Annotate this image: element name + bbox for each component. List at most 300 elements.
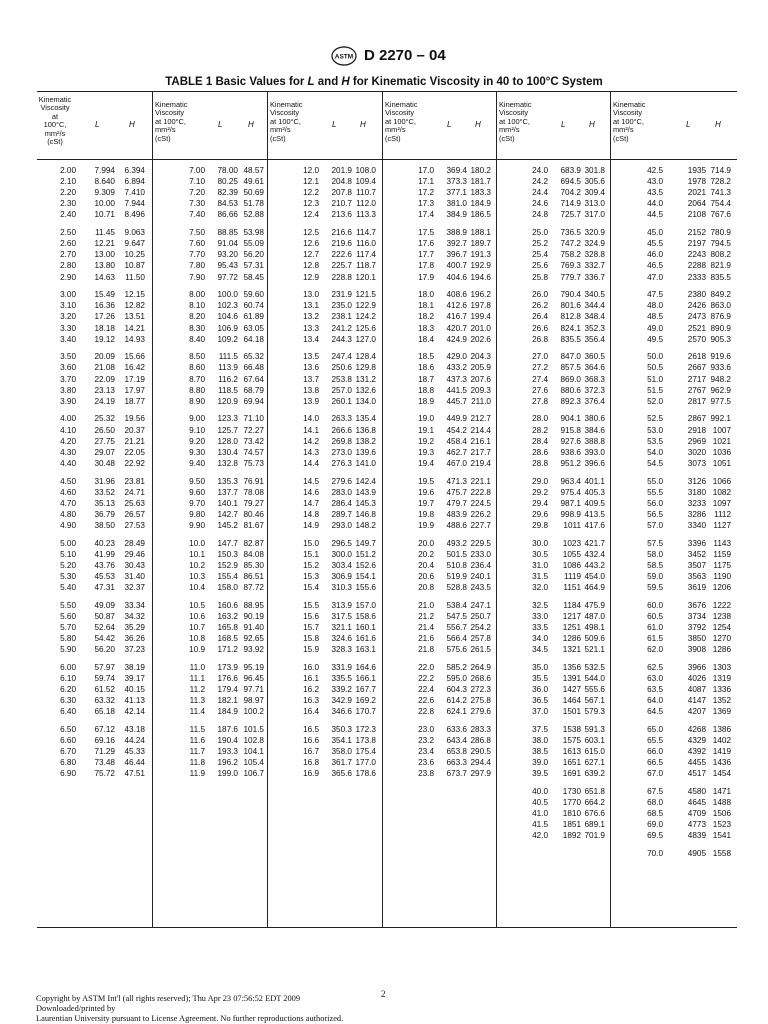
viscosity-cell: 10.9 [189, 645, 205, 655]
l-value-cell: 125.7 [217, 425, 238, 435]
h-value-cell: 417.6 [584, 520, 605, 530]
table-row [382, 735, 496, 746]
h-value-cell: 142.4 [355, 476, 376, 486]
viscosity-cell: 21.2 [418, 611, 434, 621]
h-value-cell: 197.8 [470, 301, 491, 311]
l-value-cell: 420.7 [446, 323, 467, 333]
table-row [37, 538, 152, 549]
viscosity-cell: 2.10 [60, 177, 76, 187]
l-value-cell: 2667 [687, 363, 706, 373]
l-value-cell: 404.6 [446, 272, 467, 282]
table-row [267, 396, 382, 407]
viscosity-cell: 33.0 [532, 611, 548, 621]
h-value-cell: 376.4 [584, 396, 605, 406]
l-value-cell: 65.18 [94, 707, 115, 717]
l-value-cell: 424.9 [446, 334, 467, 344]
l-value-cell: 1770 [562, 798, 581, 808]
l-value-cell: 904.1 [560, 414, 581, 424]
viscosity-cell: 23.2 [418, 736, 434, 745]
h-value-cell: 876.9 [710, 312, 731, 322]
table-row [267, 644, 382, 655]
viscosity-cell: 24.4 [532, 188, 548, 198]
table-row [382, 673, 496, 684]
table-row [496, 351, 610, 362]
table-row [382, 351, 496, 362]
viscosity-cell: 13.5 [303, 352, 319, 362]
table-row [496, 198, 610, 209]
viscosity-cell: 11.4 [189, 707, 205, 717]
table-row [496, 600, 610, 611]
h-value-cell: 169.2 [355, 696, 376, 706]
h-value-cell: 87.72 [243, 583, 264, 592]
table-row [382, 413, 496, 424]
viscosity-cell: 26.8 [532, 334, 548, 344]
l-value-cell: 4147 [687, 696, 706, 706]
viscosity-cell: 17.5 [418, 228, 434, 238]
l-value-cell: 2767 [687, 385, 706, 395]
l-value-cell: 306.9 [331, 571, 352, 581]
table-row [37, 476, 152, 487]
l-value-cell: 219.6 [331, 239, 352, 249]
viscosity-cell: 25.8 [532, 272, 548, 282]
h-value-cell: 261.5 [470, 645, 491, 655]
l-value-cell: 135.3 [217, 476, 238, 486]
l-value-cell: 313.9 [331, 600, 352, 610]
h-value-cell: 1419 [712, 747, 731, 757]
h-value-cell: 148.2 [355, 520, 376, 530]
h-value-cell: 15.66 [124, 352, 145, 362]
l-value-cell: 207.8 [331, 188, 352, 198]
l-value-cell: 3850 [687, 634, 706, 643]
l-value-cell: 714.9 [560, 199, 581, 209]
l-value-cell: 915.8 [560, 425, 581, 435]
viscosity-cell: 68.0 [647, 798, 663, 808]
l-value-cell: 3908 [687, 645, 706, 655]
h-value-cell: 1454 [712, 769, 731, 779]
viscosity-cell: 38.0 [532, 736, 548, 745]
table-row [610, 289, 737, 300]
h-value-cell: 97.71 [243, 685, 264, 694]
l-value-cell: 50.87 [94, 611, 115, 621]
l-value-cell: 381.0 [446, 199, 467, 209]
h-value-cell: 780.9 [710, 228, 731, 238]
viscosity-cell: 4.30 [60, 447, 76, 457]
table-row [382, 334, 496, 345]
viscosity-cell: 21.0 [418, 600, 434, 610]
header-line: (cSt) [499, 133, 515, 143]
viscosity-cell: 10.1 [189, 549, 205, 559]
h-value-cell: 475.9 [584, 600, 605, 610]
table-row [152, 272, 267, 283]
l-value-cell: 1286 [562, 634, 581, 643]
h-value-cell: 421.7 [584, 538, 605, 548]
table-row [382, 768, 496, 779]
table-row [37, 611, 152, 622]
h-value-cell: 64.18 [243, 334, 264, 344]
l-value-cell: 173.9 [217, 662, 238, 672]
h-value-cell: 155.6 [355, 583, 376, 592]
viscosity-cell: 28.8 [532, 458, 548, 468]
l-value-cell: 2152 [687, 228, 706, 238]
l-value-cell: 758.2 [560, 250, 581, 260]
viscosity-cell: 27.0 [532, 352, 548, 362]
viscosity-cell: 39.0 [532, 758, 548, 768]
h-value-cell: 217.7 [470, 447, 491, 457]
l-value-cell: 57.97 [94, 662, 115, 672]
h-value-cell: 209.3 [470, 385, 491, 395]
l-value-cell: 73.48 [94, 758, 115, 768]
l-value-cell: 14.63 [94, 272, 115, 282]
h-value-cell: 199.4 [470, 312, 491, 322]
viscosity-cell: 5.20 [60, 560, 76, 570]
viscosity-cell: 6.00 [60, 662, 76, 672]
h-value-cell: 160.1 [355, 622, 376, 632]
l-value-cell: 479.7 [446, 498, 467, 508]
viscosity-cell: 14.6 [303, 487, 319, 497]
h-value-cell: 61.89 [243, 312, 264, 322]
l-value-cell: 547.5 [446, 611, 467, 621]
h-value-cell: 212.7 [470, 414, 491, 424]
h-value-cell: 224.5 [470, 498, 491, 508]
h-value-cell: 141.0 [355, 458, 376, 468]
h-value-cell: 202.6 [470, 334, 491, 344]
header-line: at [51, 111, 59, 121]
table-row [152, 334, 267, 345]
h-value-cell: 191.3 [470, 250, 491, 260]
viscosity-cell: 6.70 [60, 747, 76, 757]
h-value-cell: 19.56 [124, 414, 145, 424]
h-value-cell: 178.6 [355, 769, 376, 779]
h-value-cell: 114.7 [356, 228, 376, 238]
l-value-cell: 4087 [687, 685, 706, 694]
h-value-cell: 152.6 [355, 560, 376, 570]
l-value-cell: 4026 [687, 673, 706, 683]
table-title-and: and [314, 76, 342, 88]
table-row [37, 300, 152, 311]
viscosity-cell: 3.10 [60, 301, 76, 311]
l-value-cell: 196.2 [217, 758, 238, 768]
table-row [496, 786, 610, 797]
viscosity-cell: 50.5 [647, 363, 663, 373]
h-value-cell: 309.4 [584, 188, 605, 198]
table-row [267, 476, 382, 487]
viscosity-cell: 10.4 [189, 583, 205, 592]
l-value-cell: 2426 [687, 301, 706, 311]
h-value-cell: 154.1 [355, 571, 376, 581]
table-row [37, 582, 152, 593]
table-row [152, 289, 267, 300]
l-value-cell: 2618 [687, 352, 706, 362]
table-row [37, 227, 152, 238]
l-value-cell: 210.7 [331, 199, 352, 209]
l-value-cell: 235.0 [331, 301, 352, 311]
l-value-cell: 3792 [687, 622, 706, 632]
l-value-cell: 519.9 [446, 571, 467, 581]
h-value-cell: 71.10 [243, 414, 264, 424]
h-value-cell: 396.6 [584, 458, 605, 468]
h-value-cell: 12.82 [124, 301, 145, 311]
table-row [37, 549, 152, 560]
viscosity-cell: 66.0 [647, 747, 663, 757]
l-value-cell: 1427 [562, 685, 581, 694]
table-row [610, 227, 737, 238]
h-value-cell: 188.1 [470, 228, 491, 238]
table-row [267, 334, 382, 345]
table-row [496, 768, 610, 779]
l-value-cell: 293.0 [331, 520, 352, 530]
h-value-cell: 120.1 [355, 272, 376, 282]
h-value-cell: 129.8 [355, 363, 376, 373]
l-value-cell: 82.39 [217, 188, 238, 198]
h-value-cell: 24.71 [124, 487, 145, 497]
table-title-prefix: TABLE 1 Basic Values for [165, 76, 308, 88]
l-value-cell: 501.5 [446, 549, 467, 559]
viscosity-cell: 46.5 [647, 261, 663, 271]
h-value-cell: 305.6 [584, 177, 605, 187]
h-value-cell: 43.18 [124, 724, 145, 734]
viscosity-cell: 27.8 [532, 396, 548, 406]
l-value-cell: 84.53 [217, 199, 238, 209]
table-row [267, 227, 382, 238]
table-row [267, 611, 382, 622]
table-row [37, 323, 152, 334]
l-value-cell: 1501 [562, 707, 581, 717]
viscosity-cell: 17.1 [418, 177, 434, 187]
viscosity-cell: 14.4 [303, 458, 319, 468]
viscosity-cell: 55.5 [647, 487, 663, 497]
l-value-cell: 458.4 [446, 436, 467, 446]
table-row [382, 362, 496, 373]
l-value-cell: 276.3 [331, 458, 352, 468]
viscosity-cell: 63.0 [647, 673, 663, 683]
kinematic-viscosity-header [155, 101, 187, 143]
h-value-cell: 84.08 [243, 549, 264, 559]
viscosity-cell: 27.6 [532, 385, 548, 395]
h-value-cell: 290.5 [470, 747, 491, 757]
h-value-cell: 1270 [712, 634, 731, 643]
l-value-cell: 257.0 [331, 385, 352, 395]
viscosity-cell: 44.0 [647, 199, 663, 209]
l-value-cell: 13.80 [94, 261, 115, 271]
table-row [267, 757, 382, 768]
viscosity-cell: 18.7 [418, 374, 434, 384]
header-line: (cSt) [385, 133, 401, 143]
l-value-cell: 331.9 [331, 662, 352, 672]
l-value-cell: 4839 [687, 831, 706, 841]
table-row [382, 249, 496, 260]
table-row [152, 487, 267, 498]
h-value-cell: 413.5 [584, 509, 605, 519]
h-value-cell: 1303 [712, 662, 731, 672]
viscosity-cell: 39.5 [532, 769, 548, 779]
table-row [152, 362, 267, 373]
viscosity-cell: 9.70 [189, 498, 205, 508]
table-row [267, 374, 382, 385]
h-value-cell: 1036 [712, 447, 731, 457]
l-value-cell: 441.5 [446, 385, 467, 395]
table-row [610, 176, 737, 187]
table-row [37, 385, 152, 396]
l-value-cell: 283.0 [331, 487, 352, 497]
h-value-cell: 11.50 [125, 272, 145, 282]
l-value-cell: 300.0 [331, 549, 352, 559]
copyright-footer [36, 994, 343, 1023]
page-number: 2 [381, 989, 386, 999]
table-row [267, 238, 382, 249]
viscosity-cell: 57.5 [647, 538, 663, 548]
l-value-cell: 225.7 [331, 261, 352, 271]
table-row [152, 724, 267, 735]
viscosity-cell: 15.1 [303, 549, 319, 559]
l-value-cell: 1251 [562, 622, 581, 632]
header-line: Kinematic [613, 100, 646, 109]
l-value-cell: 2867 [687, 414, 706, 424]
l-value-cell: 61.52 [94, 685, 115, 694]
h-value-cell: 12.15 [124, 290, 145, 300]
viscosity-cell: 19.7 [418, 498, 434, 508]
viscosity-cell: 23.8 [418, 769, 434, 779]
l-value-cell: 100.0 [217, 290, 238, 300]
h-value-cell: 49.61 [243, 177, 264, 187]
h-value-cell: 639.2 [584, 769, 605, 779]
l-value-cell: 880.6 [560, 385, 581, 395]
l-value-cell: 673.7 [446, 769, 467, 779]
h-value-cell: 919.6 [710, 352, 731, 362]
table-row [382, 436, 496, 447]
table-row [152, 498, 267, 509]
l-value-cell: 369.4 [446, 166, 467, 175]
l-value-cell: 3020 [687, 447, 706, 457]
viscosity-cell: 8.80 [189, 385, 205, 395]
viscosity-cell: 15.0 [303, 538, 319, 548]
table-row [610, 520, 737, 531]
l-value-cell: 1978 [687, 177, 706, 187]
table-row [267, 487, 382, 498]
table-row [267, 436, 382, 447]
h-value-cell: 216.1 [470, 436, 491, 446]
viscosity-cell: 19.6 [418, 487, 434, 497]
viscosity-cell: 17.4 [418, 210, 434, 220]
table-row [382, 260, 496, 271]
h-value-cell: 90.19 [243, 611, 264, 621]
l-value-cell: 247.4 [331, 352, 352, 362]
h-value-cell: 127.0 [355, 334, 376, 344]
viscosity-cell: 17.0 [418, 166, 434, 175]
viscosity-cell: 5.60 [60, 611, 76, 621]
h-value-cell: 332.7 [584, 261, 605, 271]
table-row [610, 684, 737, 695]
h-value-cell: 340.5 [584, 290, 605, 300]
table-row [152, 176, 267, 187]
table-row [152, 611, 267, 622]
table-row [610, 662, 737, 673]
header-line: at 100°C, [499, 116, 530, 126]
h-value-cell: 173.8 [355, 736, 376, 745]
table-row [37, 374, 152, 385]
h-value-cell: 136.8 [355, 425, 376, 435]
h-value-cell: 6.894 [124, 177, 145, 187]
viscosity-cell: 18.3 [418, 323, 434, 333]
table-row [382, 746, 496, 757]
l-value-cell: 2064 [687, 199, 706, 209]
table-row [152, 684, 267, 695]
table-row [37, 520, 152, 531]
viscosity-cell: 21.8 [418, 645, 434, 655]
viscosity-cell: 5.00 [60, 538, 76, 548]
viscosity-cell: 18.6 [418, 363, 434, 373]
l-value-cell: 736.5 [560, 228, 581, 238]
l-value-cell: 2108 [687, 210, 706, 220]
l-value-cell: 296.5 [331, 538, 352, 548]
h-value-cell: 1523 [712, 820, 731, 830]
h-value-cell: 1159 [713, 549, 731, 559]
l-column-header: L [686, 120, 691, 129]
viscosity-cell: 19.5 [418, 476, 434, 486]
l-value-cell: 2021 [687, 188, 706, 198]
viscosity-cell: 22.2 [418, 673, 434, 683]
viscosity-cell: 11.8 [189, 758, 205, 768]
viscosity-cell: 12.0 [303, 166, 319, 175]
table-row [610, 334, 737, 345]
h-value-cell: 701.9 [584, 831, 605, 841]
viscosity-cell: 24.0 [532, 166, 548, 175]
table-row [496, 374, 610, 385]
viscosity-cell: 29.2 [532, 487, 548, 497]
l-value-cell: 158.0 [217, 583, 238, 592]
l-value-cell: 71.29 [94, 747, 115, 757]
table-row [152, 476, 267, 487]
table-row [37, 684, 152, 695]
h-value-cell: 17.97 [124, 385, 145, 395]
h-value-cell: 124.2 [355, 312, 376, 322]
h-value-cell: 98.97 [243, 696, 264, 706]
viscosity-cell: 14.0 [303, 414, 319, 424]
table-row [152, 644, 267, 655]
h-value-cell: 236.4 [470, 560, 491, 570]
h-value-cell: 211.0 [471, 396, 491, 406]
table-row [496, 797, 610, 808]
table-row [267, 176, 382, 187]
l-value-cell: 12.21 [94, 239, 115, 249]
viscosity-cell: 22.4 [418, 685, 434, 694]
table-row [152, 300, 267, 311]
h-value-cell: 336.7 [584, 272, 605, 282]
h-value-cell: 1506 [712, 809, 731, 819]
h-value-cell: 20.37 [124, 425, 145, 435]
viscosity-cell: 7.70 [189, 250, 205, 260]
table-row [610, 385, 737, 396]
viscosity-cell: 14.8 [303, 509, 319, 519]
viscosity-cell: 22.0 [418, 662, 434, 672]
table-row [610, 311, 737, 322]
h-value-cell: 96.45 [243, 673, 264, 683]
l-value-cell: 17.26 [94, 312, 115, 322]
table-row [37, 509, 152, 520]
table-row [382, 238, 496, 249]
viscosity-cell: 9.30 [189, 447, 205, 457]
l-value-cell: 2197 [687, 239, 706, 249]
h-value-cell: 21.21 [124, 436, 145, 446]
h-value-cell: 14.21 [124, 323, 145, 333]
h-value-cell: 53.98 [243, 228, 264, 238]
table-row [496, 819, 610, 830]
viscosity-cell: 17.2 [418, 188, 434, 198]
header-line: mm²/s [44, 128, 66, 138]
table-row [382, 706, 496, 717]
viscosity-cell: 61.5 [647, 634, 663, 643]
h-value-cell: 95.19 [243, 662, 264, 672]
footer-line-copyright: Copyright by ASTM Int'l (all rights reserved); Thu Apr 23 07:56:52 EDT 2009 [36, 994, 301, 1003]
